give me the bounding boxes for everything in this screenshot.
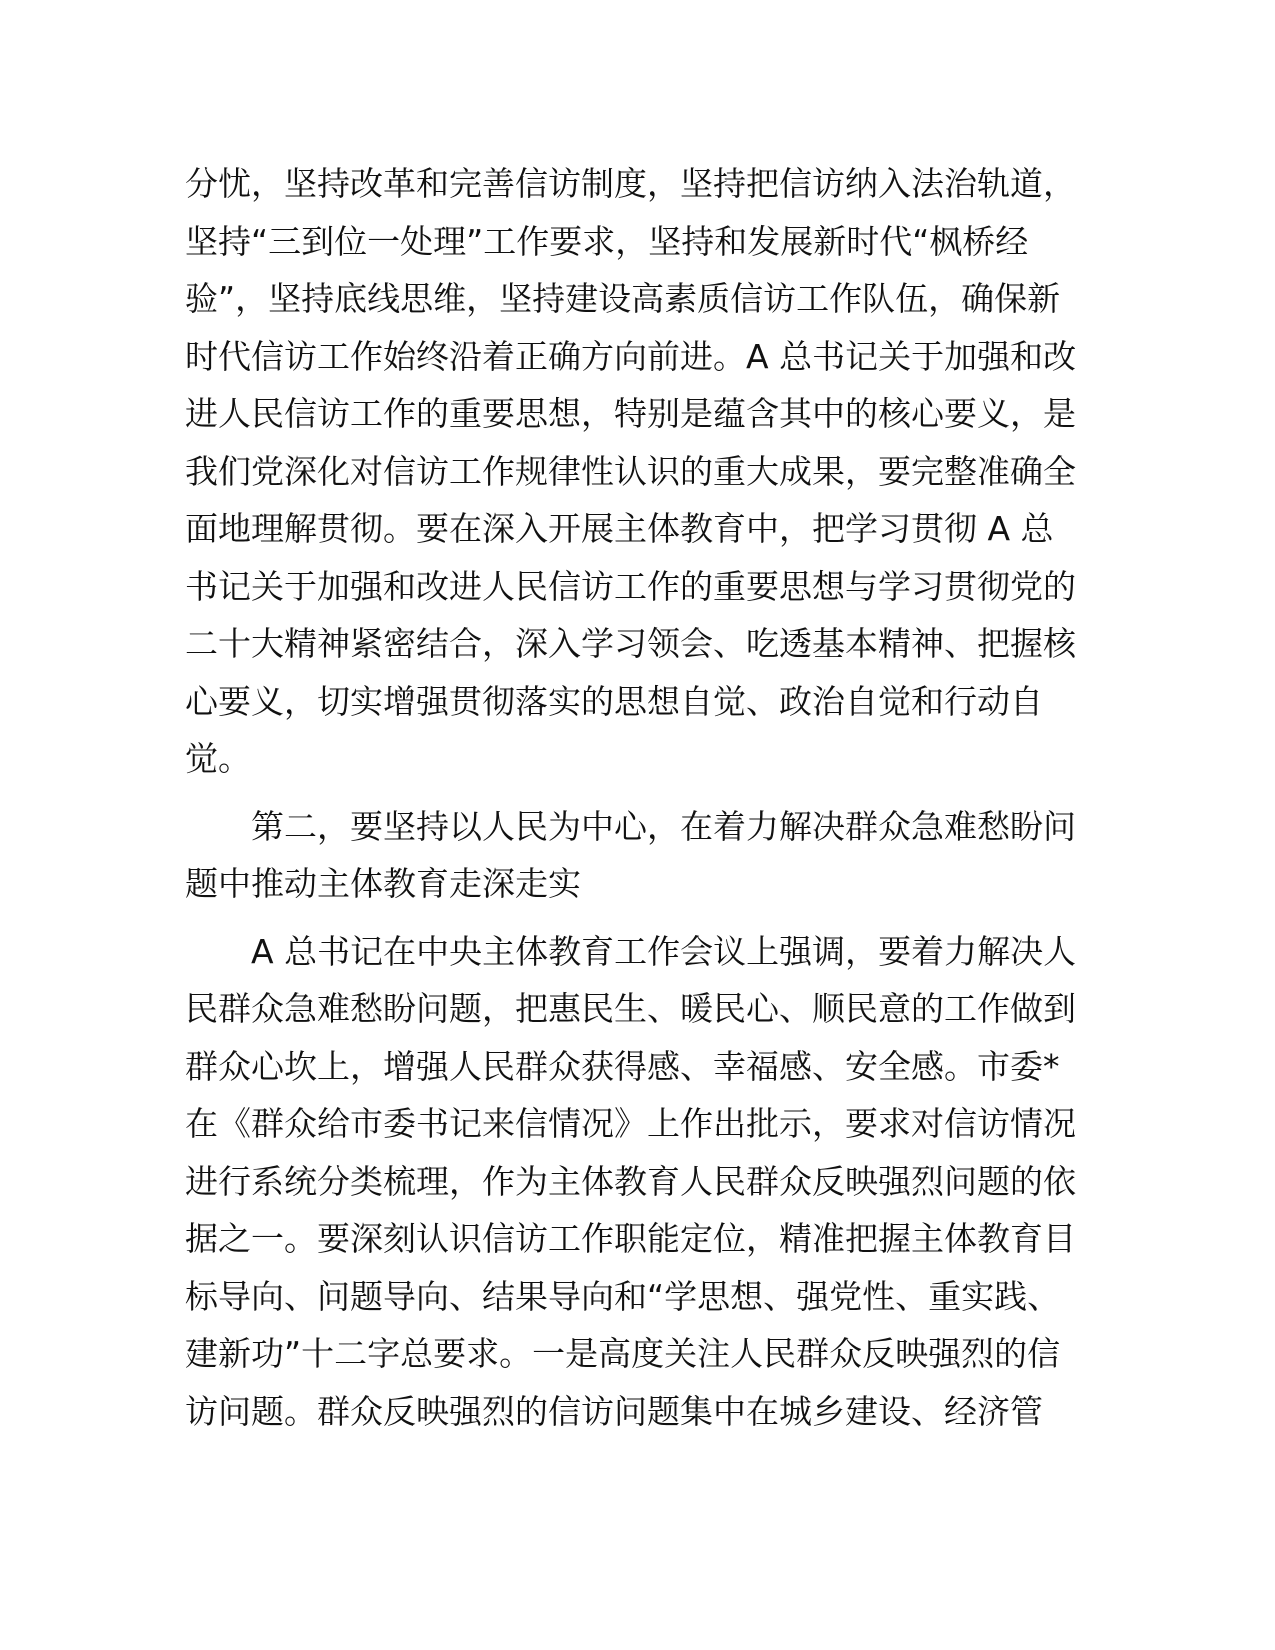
body-text <box>185 155 1085 1440</box>
text-line: 标导向、问题导向、结果导向和“学思想、强党性、重实践、 <box>185 1276 1061 1316</box>
text-line: 面地理解贯彻。要在深入开展主体教育中，把学习贯彻 A 总 <box>185 509 1054 548</box>
text-line: 时代信访工作始终沿着正确方向前进。A 总书记关于加强和改 <box>185 336 1077 376</box>
text-line: 二十大精神紧密结合，深入学习领会、吃透基本精神、把握核 <box>185 624 1076 663</box>
text-line: 群众心坎上，增强人民群众获得感、幸福感、安全感。市委* <box>185 1046 1060 1086</box>
text-line: 在《群众给市委书记来信情况》上作出批示，要求对信访情况 <box>185 1104 1076 1143</box>
text-line: 验”，坚持底线思维，坚持建设高素质信访工作队伍，确保新 <box>185 279 1061 318</box>
text-line: 进人民信访工作的重要思想，特别是蕴含其中的核心要义，是 <box>185 394 1076 433</box>
text-line: 据之一。要深刻认识信访工作职能定位，精准把握主体教育目 <box>185 1219 1076 1258</box>
text-line: 觉。 <box>185 739 251 778</box>
text-line: 访问题。群众反映强烈的信访问题集中在城乡建设、经济管 <box>185 1391 1043 1431</box>
text-line: 建新功”十二字总要求。一是高度关注人民群众反映强烈的信 <box>185 1334 1061 1373</box>
section-heading-line: 题中推动主体教育走深走实 <box>185 864 581 903</box>
text-line: 坚持“三到位一处理”工作要求，坚持和发展新时代“枫桥经 <box>185 221 1029 261</box>
text-line: 分忧，坚持改革和完善信访制度，坚持把信访纳入法治轨道， <box>185 164 1076 203</box>
section-heading-line: 第二，要坚持以人民为中心，在着力解决群众急难愁盼问 <box>251 806 1076 846</box>
text-line: 进行系统分类梳理，作为主体教育人民群众反映强烈问题的依 <box>185 1161 1076 1201</box>
text-line: 我们党深化对信访工作规律性认识的重大成果，要完整准确全 <box>185 451 1076 491</box>
text-line: 民群众急难愁盼问题，把惠民生、暖民心、顺民意的工作做到 <box>185 989 1076 1028</box>
text-line: A 总书记在中央主体教育工作会议上强调，要着力解决人 <box>251 931 1077 971</box>
text-line: 书记关于加强和改进人民信访工作的重要思想与学习贯彻党的 <box>185 566 1076 606</box>
text-line: 心要义，切实增强贯彻落实的思想自觉、政治自觉和行动自 <box>185 681 1043 721</box>
